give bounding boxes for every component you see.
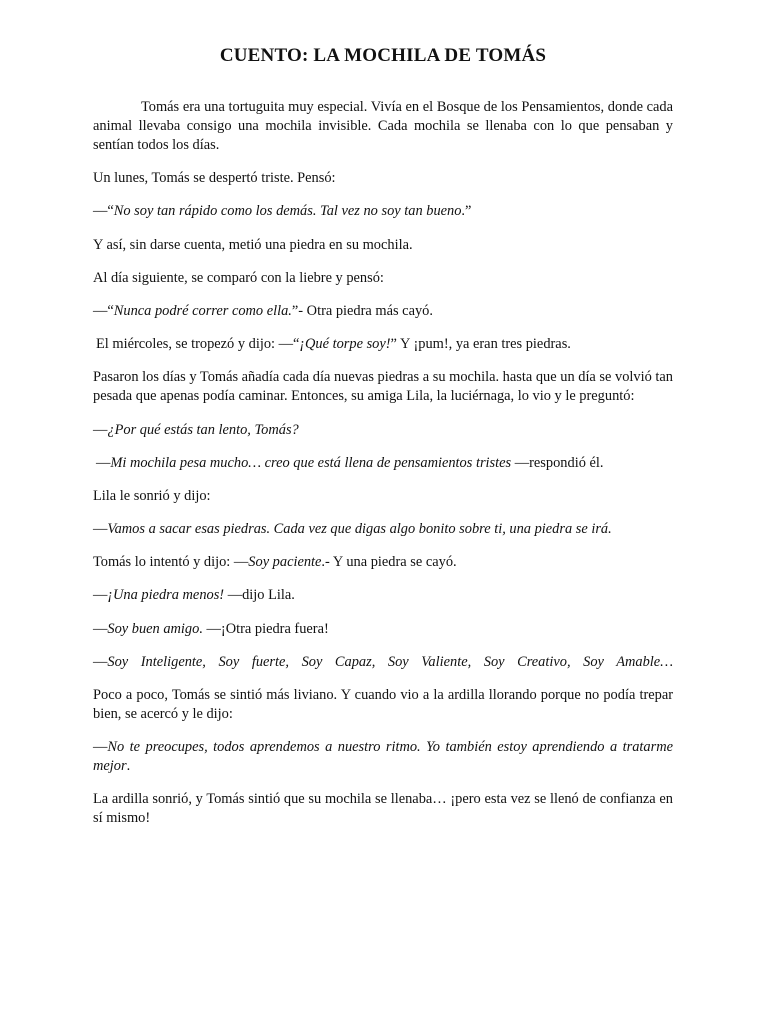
- text-run: El miércoles, se tropezó y dijo: —“: [96, 336, 300, 353]
- story-paragraph-p4: [93, 236, 673, 255]
- story-paragraph-p5: [93, 269, 673, 288]
- italic-text-run: Soy paciente: [248, 554, 322, 571]
- text-run: ” Y ¡pum!, ya eran tres piedras.: [390, 336, 571, 353]
- text-run: —“: [93, 302, 114, 319]
- story-paragraph-p3: [93, 202, 673, 221]
- document-page: [93, 44, 673, 843]
- text-run: —: [93, 739, 108, 756]
- text-run: Poco a poco, Tomás se sintió más liviano. Y cuando vio a la ardilla llorando porque no podía trepar bien, se acercó y le dijo:: [93, 687, 673, 722]
- text-run: —¡Otra piedra fuera!: [202, 620, 329, 637]
- document-title: CUENTO: LA MOCHILA DE TOMÁS: [219, 45, 547, 66]
- text-run: —: [93, 521, 108, 538]
- story-paragraph-p8: [93, 368, 673, 406]
- story-paragraph-p11: [93, 487, 673, 506]
- text-run: —respondió él.: [511, 454, 604, 471]
- story-paragraph-p13: [93, 553, 673, 572]
- italic-text-run: Mi mochila pesa mucho… creo que está llena de pensamientos tristes: [110, 454, 512, 471]
- italic-text-run: ¡Qué torpe soy!: [299, 336, 391, 353]
- text-run: —: [93, 587, 108, 604]
- text-run: Pasaron los días y Tomás añadía cada día nuevas piedras a su mochila. hasta que un día se volvió tan pesada que apenas podía caminar. Entonces, su amiga Lila, la luciérnaga, lo vio y le preguntó:: [93, 369, 673, 405]
- text-run: —“: [93, 203, 114, 220]
- italic-text-run: ¡Una piedra menos!: [107, 587, 225, 604]
- story-paragraph-p7: [93, 335, 673, 354]
- text-run: La ardilla sonrió, y Tomás sintió que su mochila se llenaba… ¡pero esta vez se llenó de confianza en sí mismo!: [93, 791, 673, 827]
- story-paragraph-p9: [93, 421, 673, 440]
- story-paragraph-p1: [93, 98, 673, 155]
- story-paragraph-p12: [93, 520, 673, 539]
- italic-text-run: Soy buen amigo.: [107, 620, 203, 637]
- story-paragraph-p10: [93, 454, 673, 473]
- italic-text-run: No soy tan rápido como los demás. Tal vez no soy tan bueno: [113, 203, 462, 220]
- italic-text-run: No te preocupes, todos aprendemos a nuestro ritmo. Yo también estoy aprendiendo a tratarme mejor: [93, 739, 673, 775]
- italic-text-run: Soy Inteligente, Soy fuerte, Soy Capaz, Soy Valiente, Soy Creativo, Soy Amable…: [107, 653, 673, 670]
- story-paragraph-p18: [93, 738, 673, 776]
- text-run: Lila le sonrió y dijo:: [93, 487, 211, 504]
- story-paragraph-p15: [93, 620, 673, 639]
- text-run: .- Y una piedra se cayó.: [321, 554, 457, 571]
- text-run: —: [93, 620, 108, 637]
- italic-text-run: ¿Por qué estás tan lento, Tomás?: [107, 421, 299, 438]
- story-paragraph-p19: [93, 790, 673, 828]
- text-run: —: [93, 653, 108, 670]
- italic-text-run: Vamos a sacar esas piedras. Cada vez que digas algo bonito sobre ti, una piedra se irá.: [107, 521, 612, 538]
- text-run: —dijo Lila.: [224, 587, 295, 604]
- text-run: Un lunes, Tomás se despertó triste. Pensó:: [93, 170, 336, 187]
- story-paragraph-p6: [93, 302, 673, 321]
- text-run: .: [126, 758, 131, 775]
- text-run: Tomás era una tortuguita muy especial. Vivía en el Bosque de los Pensamientos, donde cada animal llevaba consigo una mochila invisible. Cada mochila se llenaba con lo que pensaban y sentían todos los días.: [93, 99, 673, 153]
- story-paragraph-p16: [93, 653, 673, 672]
- story-paragraph-p17: [93, 686, 673, 724]
- story-paragraph-p14: [93, 586, 673, 605]
- text-run: —: [93, 421, 108, 438]
- story-body: [93, 98, 673, 828]
- italic-text-run: Nunca podré correr como ella.: [113, 302, 292, 319]
- text-run: Tomás lo intentó y dijo: —: [93, 554, 249, 571]
- text-run: —: [96, 454, 111, 471]
- text-run: .”: [461, 203, 472, 220]
- text-run: Al día siguiente, se comparó con la liebre y pensó:: [93, 269, 384, 286]
- text-run: ”- Otra piedra más cayó.: [291, 302, 433, 319]
- text-run: Y así, sin darse cuenta, metió una piedra en su mochila.: [93, 236, 413, 253]
- story-paragraph-p2: [93, 169, 673, 188]
